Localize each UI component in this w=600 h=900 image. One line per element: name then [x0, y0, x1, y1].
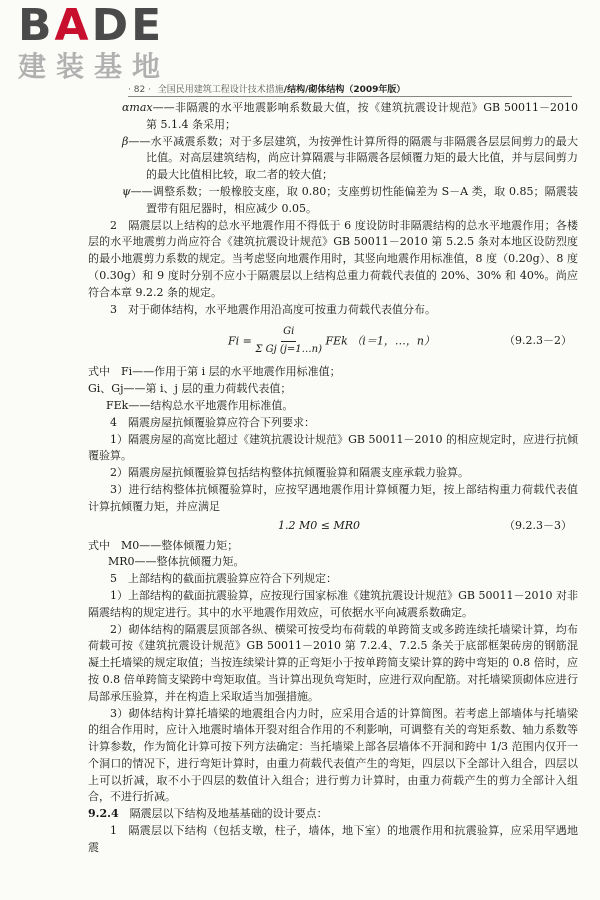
logo-brand: BADE: [18, 0, 165, 51]
section-9-2-4: 9.2.4 隔震层以下结构及地基基础的设计要点：: [88, 807, 328, 821]
equation-number-2: （9.2.3－3）: [504, 519, 572, 533]
formula-fraction: [255, 324, 322, 359]
definition-psi: ψ——调整系数；一般橡胶支座，取 0.80；支座剪切性能偏差为 S－A 类，取 0.85；隔震装置带有阻尼器时，相应减少 0.05。: [122, 184, 578, 215]
paragraph-5-item-2: 2）砌体结构的隔震层顶部各纵、横梁可按受均布荷载的单跨简支或多跨连续托墙梁计算，均布荷载可按《建筑抗震设计规范》GB 50011－2010 第 7.2.4、7.2.5 条关于底部框架砖房的钢筋混凝土托墙梁的规定取值；当按连续梁计算的正弯矩小于按单跨简支梁计算的跨中弯矩的 0.8 倍时，应按 0.8 倍单跨简支梁跨中弯矩取值。当计算出现负弯矩时，应进行双向配筋。对托墙梁顶砌体应进行局部承压验算，并在构造上采取适当加强措施。: [88, 622, 578, 703]
logo: [18, 0, 171, 84]
formula-numerator: Gi: [281, 324, 296, 342]
formula-denominator: Σ Gj (j=1…n): [255, 343, 322, 355]
where-MR0: MR0——整体抗倾覆力矩。: [108, 555, 245, 569]
book-title: 全国民用建筑工程设计技术措施: [157, 85, 284, 95]
definition-beta: β——水平减震系数；对于多层建筑，为按弹性计算所得的隔震与非隔震各层层间剪力的最大比值。对高层建筑结构，尚应计算隔震与非隔震各层倾覆力矩的最大比值，并与层间剪力的最大比值相比较，取二者的较大值；: [122, 134, 578, 182]
where-M0: 式中 M0——整体倾覆力矩；: [88, 538, 239, 552]
paragraph-last: 1 隔震层以下结构（包括支墩，柱子，墙体，地下室）的地震作用和抗震验算，应采用罕遇地震: [88, 824, 578, 854]
equation-number: （9.2.3－2）: [504, 333, 572, 347]
formula-9-2-3-3: [88, 516, 578, 538]
paragraph-5-item-1: 1）上部结构的截面抗震验算，应按现行国家标准《建筑抗震设计规范》GB 50011－2010 对非隔震结构的规定进行。其中的水平地震作用效应，可依据水平向减震系数确定。: [88, 588, 578, 619]
page-header: [128, 82, 568, 95]
section-title: /结构/砌体结构（2009年版）: [283, 85, 406, 95]
where-FEk: FEk——结构总水平地震作用标准值。: [106, 398, 294, 412]
formula-9-2-3-2: [88, 318, 578, 364]
page-body: [88, 100, 578, 857]
formula-rhs: FEk （i＝1，…，n）: [325, 334, 435, 348]
paragraph-4-item-1: 1）隔震房屋的高宽比超过《建筑抗震设计规范》GB 50011－2010 的相应规定时，应进行抗倾覆验算。: [88, 432, 578, 463]
paragraph-4-item-3: 3）进行结构整体抗倾覆验算时，应按罕遇地震作用计算倾覆力矩，按上部结构重力荷载代表值计算抗倾覆力矩，并应满足: [88, 482, 578, 513]
header-rule: [128, 96, 572, 97]
where-Fi: 式中 Fi——作用于第 i 层的水平地震作用标准值；: [88, 365, 341, 379]
logo-subtitle: 建装基地: [18, 50, 171, 83]
paragraph-5: 5 上部结构的截面抗震验算应符合下列规定：: [110, 572, 337, 586]
definition-alpha: αmax——非隔震的水平地震影响系数最大值，按《建筑抗震设计规范》GB 50011－2010 第 5.1.4 条采用；: [122, 101, 578, 131]
page-number: · 82 ·: [128, 85, 151, 95]
paragraph-2: 2 隔震层以上结构的总水平地震作用不得低于 6 度设防时非隔震结构的总水平地震作用；各楼层的水平地震剪力尚应符合《建筑抗震设计规范》GB 50011－2010 第 5.2.5 条对本地区设防烈度的最小地震剪力系数的规定。当考虑竖向地震作用时，其竖向地震作用标准值，8 度（0.20g）、8 度（0.30g）和 9 度时分别不应小于隔震层以上结构总重力荷载代表值的 20%、30% 和 40%。尚应符合本章 9.2.2 条的规定。: [88, 218, 578, 299]
paragraph-4: 4 隔震房屋抗倾覆验算应符合下列要求：: [110, 415, 315, 429]
paragraph-3: 3 对于砌体结构，水平地震作用沿高度可按重力荷载代表值分布。: [110, 302, 436, 316]
formula-lhs: Fi =: [228, 334, 252, 348]
formula2-body: 1.2 M0 ≤ MR0: [278, 519, 361, 533]
paragraph-5-item-3: 3）砌体结构计算托墙梁的地震组合内力时，应采用合适的计算简图。若考虑上部墙体与托墙梁的组合作用时，应计入地震时墙体开裂对组合作用的不利影响，可调整有关的弯矩系数、轴力系数等计算参数，作为简化计算可按下列方法确定：当托墙梁上部各层墙体不开洞和跨中 1/3 范围内仅开一个洞口的情况下，进行弯矩计算时，由重力荷载代表值产生的弯矩，四层以下全部计入组合，四层以上可以折减，取不小于四层的数值计入组合；进行剪力计算时，由重力荷载产生的剪力全部计入组合，不进行折减。: [88, 706, 578, 804]
where-Gi-Gj: Gi、Gj——第 i、j 层的重力荷载代表值；: [88, 382, 292, 396]
paragraph-4-item-2: 2）隔震房屋抗倾覆验算包括结构整体抗倾覆验算和隔震支座承载力验算。: [110, 466, 469, 480]
